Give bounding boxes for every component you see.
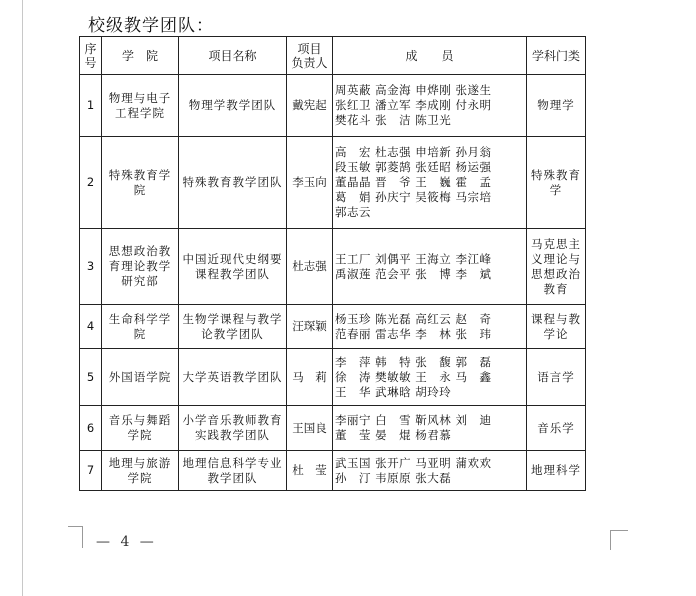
header-members: 成 员 bbox=[333, 37, 527, 75]
subject-category: 语言学 bbox=[527, 349, 586, 406]
table-row bbox=[80, 451, 586, 491]
page-margin-line bbox=[22, 0, 23, 596]
subject-category: 课程与教学论 bbox=[527, 305, 586, 349]
project-name: 大学英语教学团队 bbox=[179, 349, 287, 406]
member-line: 王 华 武琳晗 胡玲玲 bbox=[335, 384, 452, 399]
page-number: — 4 — bbox=[96, 534, 157, 550]
subject-category: 音乐学 bbox=[527, 406, 586, 451]
section-title: 校级教学团队： bbox=[88, 16, 214, 36]
member-line: 禹淑莲 范会平 张 博 李 斌 bbox=[335, 266, 492, 281]
project-name: 物理学教学团队 bbox=[179, 75, 287, 137]
project-leader: 李玉向 bbox=[287, 137, 333, 229]
header-leader: 项目 负责人 bbox=[287, 37, 333, 75]
member-line: 郭志云 bbox=[335, 205, 371, 219]
team-members bbox=[333, 406, 527, 451]
project-name: 中国近现代史纲要课程教学团队 bbox=[179, 229, 287, 305]
member-line: 高 宏 杜志强 申培新 孙月翁 bbox=[335, 145, 492, 159]
row-number: 1 bbox=[80, 75, 102, 137]
project-leader: 戴宪起 bbox=[287, 75, 333, 137]
corner-mark-right-vertical bbox=[610, 530, 611, 550]
member-line: 孙 汀 韦原原 张大磊 bbox=[335, 470, 452, 485]
college-name: 特殊教育学院 bbox=[102, 137, 179, 229]
row-number: 4 bbox=[80, 305, 102, 349]
project-name: 特殊教育教学团队 bbox=[179, 137, 287, 229]
corner-mark-right bbox=[610, 530, 628, 531]
member-line: 张红卫 潘立军 李成刚 付永明 bbox=[335, 98, 492, 112]
project-leader: 马 莉 bbox=[287, 349, 333, 406]
subject-category: 地理科学 bbox=[527, 451, 586, 491]
college-name: 生命科学学院 bbox=[102, 305, 179, 349]
member-line: 王工厂 刘偶平 王海立 李江峰 bbox=[335, 251, 492, 266]
corner-mark-left bbox=[68, 526, 82, 527]
team-members bbox=[333, 451, 527, 491]
row-number: 3 bbox=[80, 229, 102, 305]
row-number: 7 bbox=[80, 451, 102, 491]
header-subject: 学科门类 bbox=[527, 37, 586, 75]
member-line: 武玉国 张开广 马亚明 蒲欢欢 bbox=[335, 455, 492, 470]
college-name: 地理与旅游学院 bbox=[102, 451, 179, 491]
team-members bbox=[333, 305, 527, 349]
corner-mark-left-vertical bbox=[82, 526, 83, 548]
member-line: 董晶晶 晋 爷 王 巍 霍 孟 bbox=[335, 175, 492, 189]
row-number: 5 bbox=[80, 349, 102, 406]
college-name: 物理与电子工程学院 bbox=[102, 75, 179, 137]
member-line: 李 萍 韩 特 张 馥 郭 磊 bbox=[335, 354, 492, 369]
member-line: 葛 娟 孙庆宁 吴筱梅 马宗培 bbox=[335, 190, 492, 204]
college-name: 音乐与舞蹈学院 bbox=[102, 406, 179, 451]
subject-category: 物理学 bbox=[527, 75, 586, 137]
table-header-row bbox=[80, 37, 586, 75]
table-row bbox=[80, 406, 586, 451]
project-name: 生物学课程与教学论教学团队 bbox=[179, 305, 287, 349]
project-leader: 汪琛颖 bbox=[287, 305, 333, 349]
table-row bbox=[80, 75, 586, 137]
row-number: 2 bbox=[80, 137, 102, 229]
project-name: 小学音乐教师教育实践教学团队 bbox=[179, 406, 287, 451]
member-line: 范春丽 雷志华 李 林 张 玮 bbox=[335, 326, 492, 341]
project-name: 地理信息科学专业教学团队 bbox=[179, 451, 287, 491]
college-name: 思想政治教育理论教学研究部 bbox=[102, 229, 179, 305]
project-leader: 杜 莹 bbox=[287, 451, 333, 491]
row-number: 6 bbox=[80, 406, 102, 451]
header-project: 项目名称 bbox=[179, 37, 287, 75]
table-row bbox=[80, 137, 586, 229]
college-name: 外国语学院 bbox=[102, 349, 179, 406]
member-line: 樊花斗 张 洁 陈卫光 bbox=[335, 113, 452, 127]
member-line: 李丽宁 白 雪 靳风林 刘 迪 bbox=[335, 413, 492, 427]
table-row bbox=[80, 229, 586, 305]
team-members bbox=[333, 349, 527, 406]
team-members bbox=[333, 75, 527, 137]
header-no: 序 号 bbox=[80, 37, 102, 75]
member-line: 周英蔽 高金海 申烨刚 张遂生 bbox=[335, 83, 492, 97]
subject-category: 特殊教育学 bbox=[527, 137, 586, 229]
team-members bbox=[333, 229, 527, 305]
subject-category: 马克思主义理论与思想政治教育 bbox=[527, 229, 586, 305]
team-members bbox=[333, 137, 527, 229]
member-line: 徐 涛 樊敏敏 王 永 马 鑫 bbox=[335, 369, 492, 384]
project-leader: 杜志强 bbox=[287, 229, 333, 305]
header-college: 学 院 bbox=[102, 37, 179, 75]
member-line: 杨玉珍 陈光磊 高红云 赵 奇 bbox=[335, 311, 492, 326]
project-leader: 王国良 bbox=[287, 406, 333, 451]
table-row bbox=[80, 305, 586, 349]
member-line: 董 莹 晏 焜 杨君慕 bbox=[335, 428, 452, 442]
member-line: 段玉敏 郭菱鹄 张廷昭 杨运强 bbox=[335, 160, 492, 174]
teaching-team-table bbox=[79, 36, 586, 491]
table-row bbox=[80, 349, 586, 406]
